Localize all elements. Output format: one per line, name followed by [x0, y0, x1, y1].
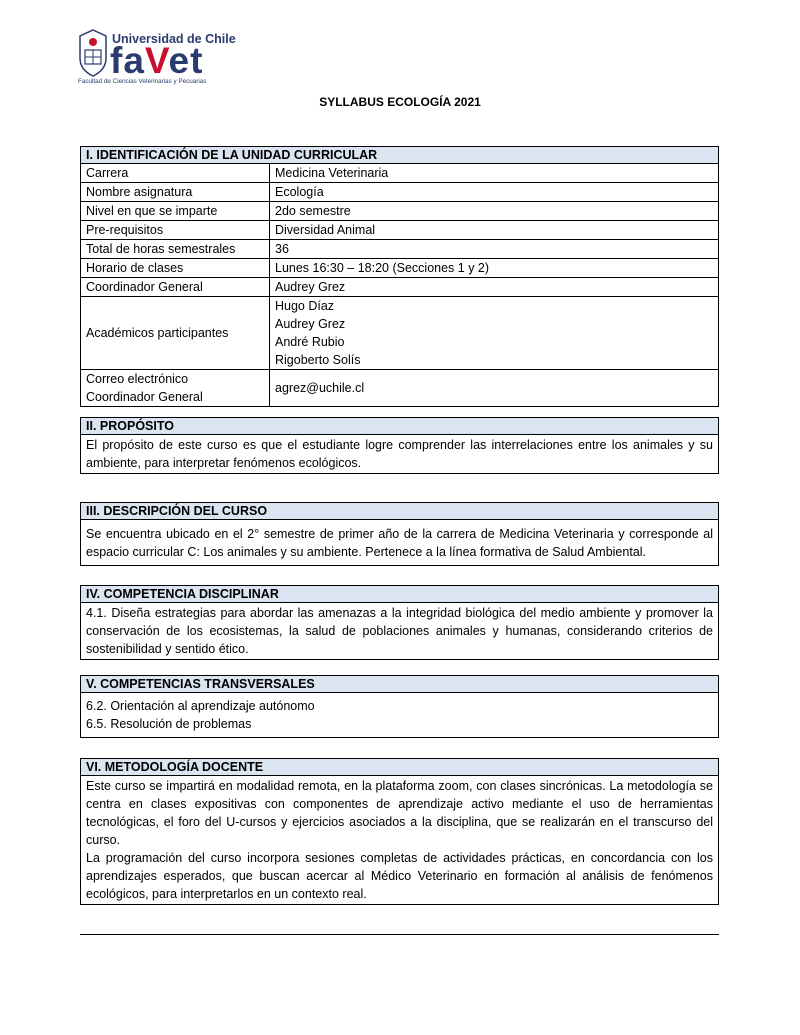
section-heading: V. COMPETENCIAS TRANSVERSALES: [81, 676, 719, 693]
transversales-table: [80, 675, 719, 738]
proposito-table: [80, 417, 719, 474]
university-crest-icon: [78, 28, 108, 78]
university-name: Universidad de Chile: [112, 32, 236, 46]
competencia-table: [80, 585, 719, 660]
table-row: Nivel en que se imparte 2do semestre: [81, 202, 719, 221]
section-heading: II. PROPÓSITO: [81, 418, 719, 435]
table-row: [81, 297, 719, 370]
table-row: Carrera Medicina Veterinaria: [81, 164, 719, 183]
correo-label: Correo electrónico Coordinador General: [81, 370, 270, 407]
table-row: Horario de clases Lunes 16:30 – 18:20 (Secciones 1 y 2): [81, 259, 719, 278]
descripcion-text: Se encuentra ubicado en el 2° semestre de primer año de la carrera de Medicina Veterinaria y corresponde al espacio curricular C: Los animales y su ambiente. Pertenece a la línea formativa de Salud Ambiental.: [81, 520, 719, 566]
section-heading: VI. METODOLOGÍA DOCENTE: [81, 759, 719, 776]
faculty-name: Facultad de Ciencias Veterinarias y Pecuarias: [78, 78, 207, 85]
metodologia-text: Este curso se impartirá en modalidad remota, en la plataforma zoom, con clases sincrónicas. La metodología se centra en clases expositivas con componentes de aprendizaje activo mediante el uso de herramientas tecnológicas, el foro del U-cursos y ejercicios asociados a la disciplina, que se realizarán en el transcurso del curso. La programación del curso incorpora sesiones completas de actividades prácticas, en concordancia con los aprendizajes esperados, que buscan acercar al Médico Veterinario en formación al análisis de fenómenos ecológicos, para interpretarlos en un contexto real.: [81, 776, 719, 905]
proposito-text: El propósito de este curso es que el estudiante logre comprender las interrelaciones entre los animales y su ambiente, para interpretar fenómenos ecológicos.: [81, 435, 719, 474]
table-row: [81, 370, 719, 407]
correo-value: agrez@uchile.cl: [270, 370, 719, 407]
section-heading: I. IDENTIFICACIÓN DE LA UNIDAD CURRICULAR: [81, 147, 719, 164]
list-item: 6.5. Resolución de problemas: [86, 717, 252, 731]
metodologia-table: [80, 758, 719, 905]
table-row: Coordinador General Audrey Grez: [81, 278, 719, 297]
brand-name: faVet: [110, 40, 204, 81]
section-heading: IV. COMPETENCIA DISCIPLINAR: [81, 586, 719, 603]
section-heading: III. DESCRIPCIÓN DEL CURSO: [81, 503, 719, 520]
academicos-label: Académicos participantes: [81, 297, 270, 370]
list-item: 6.2. Orientación al aprendizaje autónomo: [86, 699, 315, 713]
table-row: Total de horas semestrales 36: [81, 240, 719, 259]
university-logo: [78, 28, 238, 88]
descripcion-table: [80, 502, 719, 566]
competencia-text: 4.1. Diseña estrategias para abordar las amenazas a la integridad biológica del medio ambiente y promover la conservación de los ecosistemas, la salud de poblaciones animales y humanas, considerando criterios de sostenibilidad y sentido ético.: [81, 603, 719, 660]
footer-divider: [80, 934, 719, 935]
identificacion-table: [80, 146, 719, 407]
table-row: Pre-requisitos Diversidad Animal: [81, 221, 719, 240]
table-row: Nombre asignatura Ecología: [81, 183, 719, 202]
transversales-list: [81, 693, 719, 738]
document-title: SYLLABUS ECOLOGÍA 2021: [319, 95, 481, 109]
academicos-list: Hugo Díaz Audrey Grez André Rubio Rigoberto Solís: [270, 297, 719, 370]
